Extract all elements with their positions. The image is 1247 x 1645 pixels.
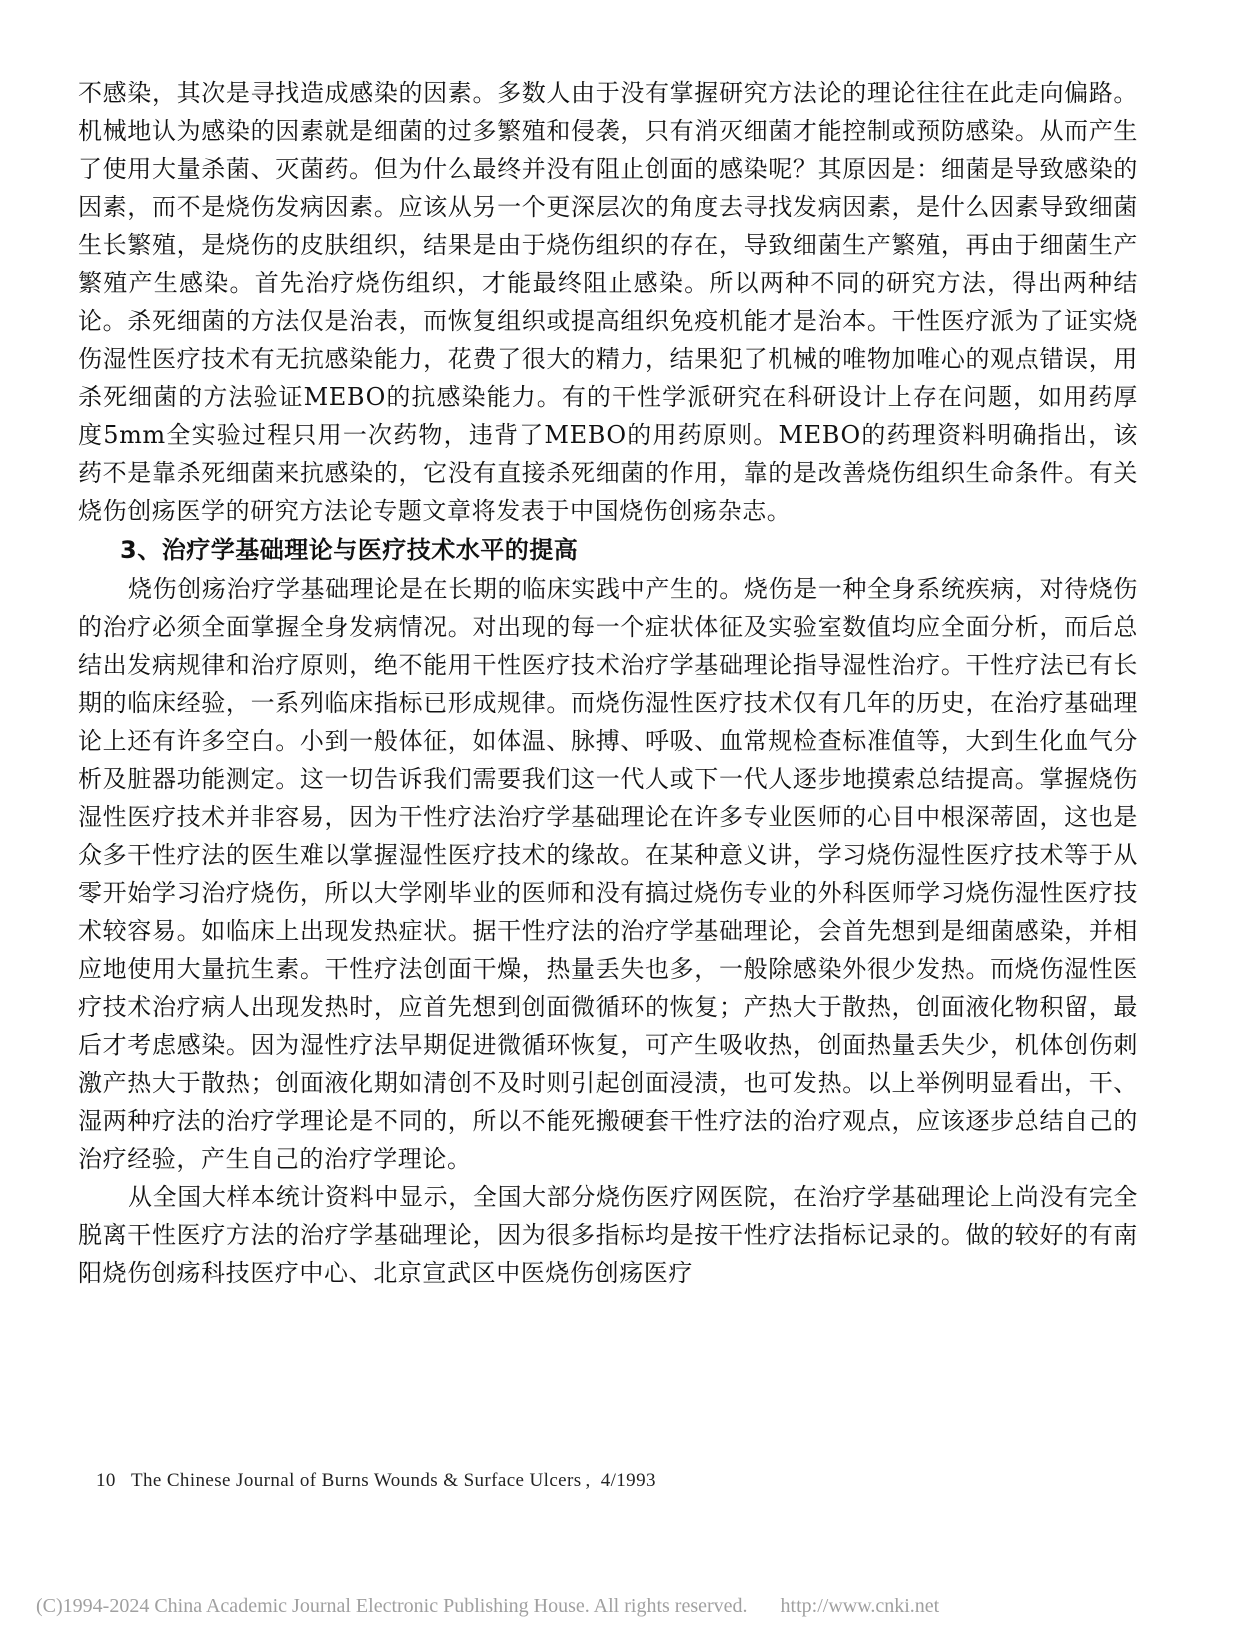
paragraph-national-statistics: 从全国大样本统计资料中显示，全国大部分烧伤医疗网医院，在治疗学基础理论上尚没有完全脱离干性医疗方法的治疗学基础理论，因为很多指标均是按干性疗法指标记录的。做的较好的有南阳烧伤创疡科技医疗中心、北京宣武区中医烧伤创疡医疗 xyxy=(78,1183,1138,1287)
article-body xyxy=(78,74,1138,1292)
paragraph-therapeutics-theory: 烧伤创疡治疗学基础理论是在长期的临床实践中产生的。烧伤是一种全身系统疾病，对待烧伤的治疗必须全面掌握全身发病情况。对出现的每一个症状体征及实验室数值均应全面分析，而后总结出发病规律和治疗原则，绝不能用干性医疗技术治疗学基础理论指导湿性治疗。干性疗法已有长期的临床经验，一系列临床指标已形成规律。而烧伤湿性医疗技术仅有几年的历史，在治疗基础理论上还有许多空白。小到一般体征，如体温、脉搏、呼吸、血常规检查标准值等，大到生化血气分析及脏器功能测定。这一切告诉我们需要我们这一代人或下一代人逐步地摸索总结提高。掌握烧伤湿性医疗技术并非容易，因为干性疗法治疗学基础理论在许多专业医师的心目中根深蒂固，这也是众多干性疗法的医生难以掌握湿性医疗技术的缘故。在某种意义讲，学习烧伤湿性医疗技术等于从零开始学习治疗烧伤，所以大学刚毕业的医师和没有搞过烧伤专业的外科医师学习烧伤湿性医疗技术较容易。如临床上出现发热症状。据干性疗法的治疗学基础理论，会首先想到是细菌感染，并相应地使用大量抗生素。干性疗法创面干燥，热量丢失也多，一般除感染外很少发热。而烧伤湿性医疗技术治疗病人出现发热时，应首先想到创面微循环的恢复；产热大于散热，创面液化物积留，最后才考虑感染。因为湿性疗法早期促进微循环恢复，可产生吸收热，创面热量丢失少，机体创伤刺激产热大于散热；创面液化期如清创不及时则引起创面浸渍，也可发热。以上举例明显看出，干、湿两种疗法的治疗学理论是不同的，所以不能死搬硬套干性疗法的治疗观点，应该逐步总结自己的治疗经验，产生自己的治疗学理论。 xyxy=(78,575,1138,1173)
page-number: 10 xyxy=(96,1470,116,1491)
journal-issue: 4/1993 xyxy=(600,1470,656,1491)
paragraph-continuation: 不感染，其次是寻找造成感染的因素。多数人由于没有掌握研究方法论的理论往往在此走向偏路。机械地认为感染的因素就是细菌的过多繁殖和侵袭，只有消灭细菌才能控制或预防感染。从而产生了使用大量杀菌、灭菌药。但为什么最终并没有阻止创面的感染呢？其原因是：细菌是导致感染的因素，而不是烧伤发病因素。应该从另一个更深层次的角度去寻找发病因素，是什么因素导致细菌生长繁殖，是烧伤的皮肤组织，结果是由于烧伤组织的存在，导致细菌生产繁殖，再由于细菌生产繁殖产生感染。首先治疗烧伤组织，才能最终阻止感染。所以两种不同的研究方法，得出两种结论。杀死细菌的方法仅是治表，而恢复组织或提高组织免疫机能才是治本。干性医疗派为了证实烧伤湿性医疗技术有无抗感染能力，花费了很大的精力，结果犯了机械的唯物加唯心的观点错误，用杀死细菌的方法验证MEBO的抗感染能力。有的干性学派研究在科研设计上存在问题，如用药厚度5mm全实验过程只用一次药物，违背了MEBO的用药原则。MEBO的药理资料明确指出，该药不是靠杀死细菌来抗感染的，它没有直接杀死细菌的作用，靠的是改善烧伤组织生命条件。有关烧伤创疡医学的研究方法论专题文章将发表于中国烧伤创疡杂志。 xyxy=(78,79,1138,525)
cnki-link[interactable]: http://www.cnki.net xyxy=(780,1595,940,1617)
copyright-watermark xyxy=(36,1595,939,1618)
copyright-notice: (C)1994-2024 China Academic Journal Electronic Publishing House. All rights reserved. xyxy=(36,1595,748,1617)
footer-separator: , xyxy=(585,1470,591,1491)
journal-name: The Chinese Journal of Burns Wounds & Surface Ulcers xyxy=(130,1470,582,1491)
section-heading-3: 3、治疗学基础理论与医疗技术水平的提高 xyxy=(120,536,579,564)
page-footer xyxy=(96,1470,656,1492)
